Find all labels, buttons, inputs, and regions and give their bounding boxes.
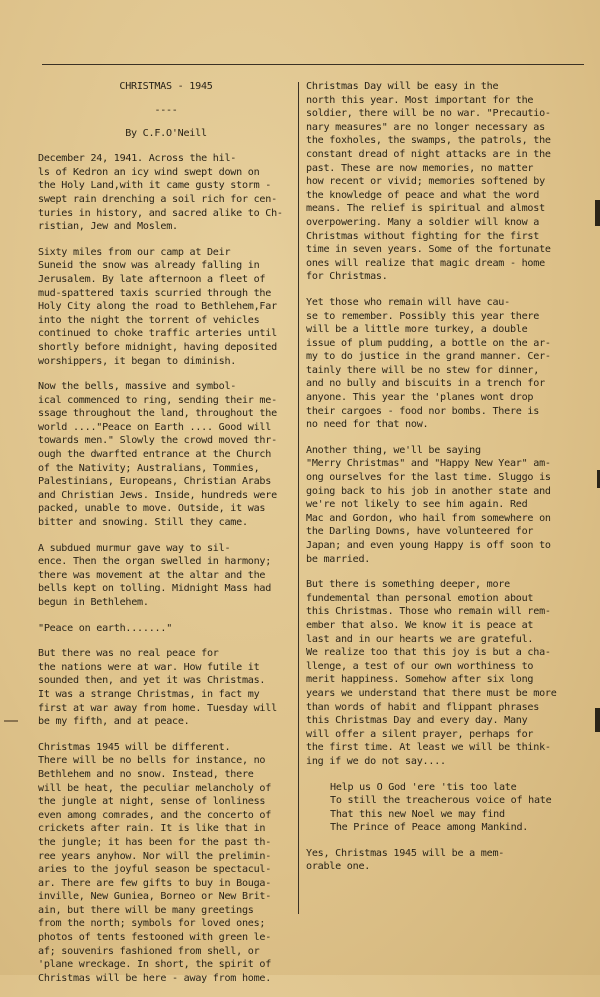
poem: Help us O God 'ere 'tis too late To still the treacherous voice of hate That this new Noel we may find The Prince of Peace among Mankind. [330,781,552,834]
paragraph: But there is something deeper, more fundemental than personal emotion about this Christmas. Those who remain will rem- ember that also. We know it is peace at last and in our hearts we are grateful. We realize too that this joy is but a cha- llenge, a test of our own worthiness to merit happiness. Somehow after six long years we understand that there must be more than words of habit and flippant phrases this Christmas Day and every day. Many will offer a silent prayer, perhaps for the first time. At least we will be think- ing if we do not say.... [306,579,557,767]
edge-mark-1 [595,200,600,226]
article-byline: By C.F.O'Neill [125,127,207,139]
article-left-column [38,80,294,997]
article-right-column [306,80,574,886]
paragraph: "Peace on earth......." [38,622,173,634]
paragraph: Christmas 1945 will be different. There will be no bells for instance, no Bethlehem and no snow. Instead, there will be heat, the peculiar melancholy of the jungle at night, sense of lonliness even among comrades, and the concerto of crickets after rain. It is like that in the jungle; it has been for the past th- ree years anyhow. Nor will the prelimin- aries to the joyful season be spectacul- ar. There are few gifts to buy in Bouga- inville, New Guniea, Borneo or New Brit- ain, but there will be many greetings from the north; symbols for loved ones; photos of tents festooned with green le- af; souvenirs fashioned from shell, or 'plane wreckage. In short, the spirit of Christmas will be here - away from home. [38,741,272,984]
closing-paragraph: Yes, Christmas 1945 will be a mem- orable one. [306,847,505,873]
edge-mark-2 [595,708,600,732]
paragraph: Now the bells, massive and symbol- ical commenced to ring, sending their me- ssage throughout the land, throughout the world ...."Peace on Earth .... Good will towards men." Slowly the crowd moved thr- ough the dwarfted entrance at the Church of the Nativity; Australians, Tommies, Palestinians, Europeans, Christian Arabs and Christian Jews. Inside, hundreds were packed, unable to move. Outside, it was bitter and snowing. Still they came. [38,381,277,529]
title-separator: ---- [154,104,178,116]
paragraph: But there was no real peace for the nations were at war. How futile it sounded then, and yet it was Christmas. It was a strange Christmas, in fact my first at war away from home. Tuesday will be my fifth, and at peace. [38,648,277,728]
paragraph: December 24, 1941. Across the hil- ls of Kedron an icy wind swept down on the Holy Land,with it came gusty storm - swept rain drenching a soil rich for cen- turies in history, and sacred alike to Ch- ristian, Jew and Moslem. [38,153,283,233]
paragraph: Sixty miles from our camp at Deir Suneid the snow was already falling in Jerusalem. By late afternoon a fleet of mud-spattered taxis scurried through the Holy City along the road to Bethlehem,Far into the night the torrent of vehicles continued to choke traffic arteries until shortly before midnight, having deposited worshippers, it began to diminish. [38,246,277,367]
article-title: CHRISTMAS - 1945 [119,81,213,92]
paragraph: Yet those who remain will have cau- se to remember. Possibly this year there will be a little more turkey, a double issue of plum pudding, a bottle on the ar- my to do justice in the grand manner. Cer- tainly there will be no stew for dinner, and no bully and biscuits in a trench for anyone. This year the 'planes wont drop their cargoes - food nor bombs. There is no need for that now. [306,296,551,431]
page-top-rule [42,64,584,65]
punch-hole-mark-1 [4,720,18,722]
paragraph: Christmas Day will be easy in the north this year. Most important for the soldier, there will be no war. "Precautio- nary measures" are no longer necessary as the foxholes, the swamps, the patrols, the constant dread of night attacks are in the past. These are now memories, no matter how recent or vivid; memories softened by the knowledge of peace and what the word means. The relief is spiritual and almost overpowering. Many a soldier will know a Christmas without fighting for the first time in seven years. Some of the fortunate ones will realize that magic dream - home for Christmas. [306,81,551,283]
column-divider [298,82,299,914]
paragraph: A subdued murmur gave way to sil- ence. Then the organ swelled in harmony; there was movement at the altar and the bells kept on tolling. Midnight Mass had begun in Bethlehem. [38,542,272,608]
paragraph: Another thing, we'll be saying "Merry Christmas" and "Happy New Year" am- ong ourselves for the last time. Sluggo is going back to his job in another state and we're not likely to see him again. Red Mac and Gordon, who hail from somewhere on the Darling Downs, have volunteered for Japan; and even young Happy is off soon to be married. [306,444,551,565]
